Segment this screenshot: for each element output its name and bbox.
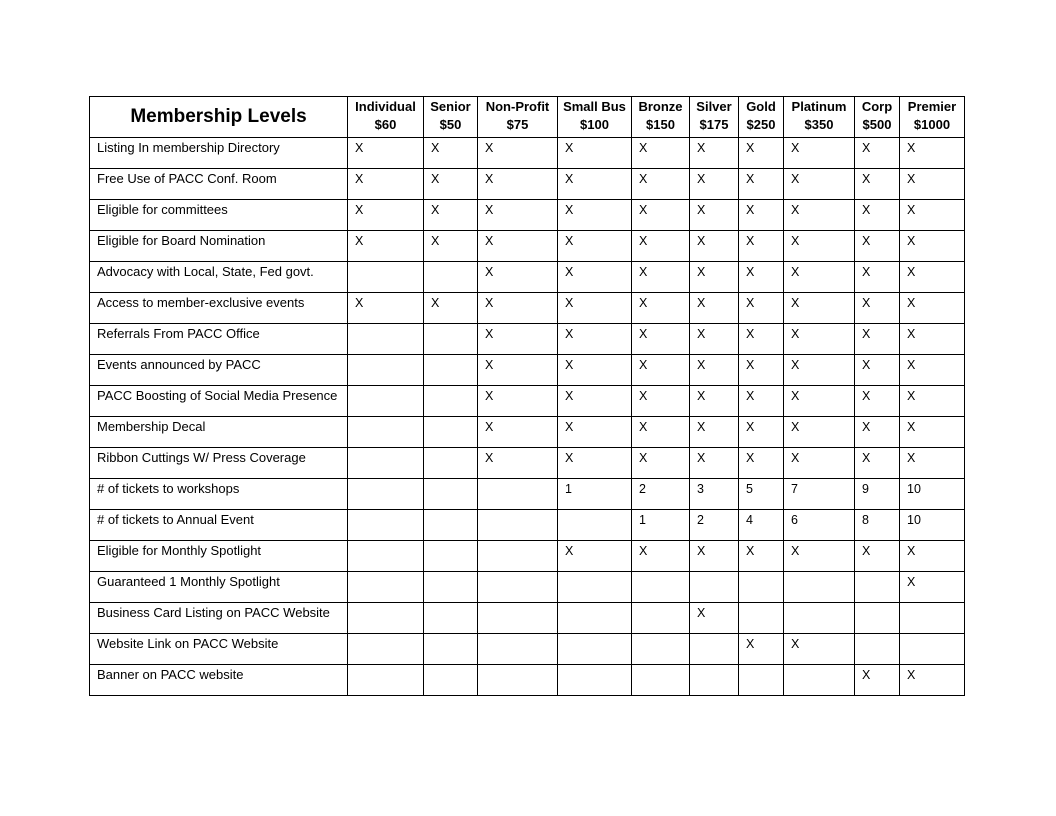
level-price: $150: [646, 117, 675, 132]
level-name: Gold: [746, 99, 776, 114]
feature-label: Referrals From PACC Office: [90, 324, 348, 355]
table-cell: [478, 603, 558, 634]
table-cell: 4: [739, 510, 784, 541]
table-row: [90, 448, 965, 479]
table-cell: [478, 634, 558, 665]
level-name: Corp: [861, 99, 893, 114]
table-cell: X: [739, 355, 784, 386]
table-cell: X: [632, 355, 690, 386]
table-cell: [478, 665, 558, 696]
table-cell: X: [632, 231, 690, 262]
feature-label: Free Use of PACC Conf. Room: [90, 169, 348, 200]
table-cell: [348, 541, 424, 572]
table-cell: X: [348, 231, 424, 262]
table-cell: X: [478, 386, 558, 417]
table-cell: X: [900, 541, 965, 572]
table-cell: X: [478, 200, 558, 231]
table-cell: [478, 479, 558, 510]
table-cell: X: [900, 293, 965, 324]
table-cell: X: [690, 541, 739, 572]
table-cell: X: [739, 200, 784, 231]
table-row: [90, 386, 965, 417]
table-cell: [424, 386, 478, 417]
table-cell: X: [855, 200, 900, 231]
table-cell: X: [739, 541, 784, 572]
table-cell: X: [632, 138, 690, 169]
level-header-individual: [348, 97, 424, 138]
table-cell: 1: [558, 479, 632, 510]
table-cell: X: [632, 324, 690, 355]
membership-levels-sheet: [89, 96, 964, 696]
table-cell: [558, 510, 632, 541]
table-cell: [348, 262, 424, 293]
table-cell: X: [855, 138, 900, 169]
table-cell: X: [558, 541, 632, 572]
table-row: [90, 541, 965, 572]
table-cell: X: [784, 138, 855, 169]
table-cell: X: [739, 293, 784, 324]
table-cell: [348, 448, 424, 479]
feature-label: PACC Boosting of Social Media Presence: [90, 386, 348, 417]
table-cell: 8: [855, 510, 900, 541]
table-cell: 10: [900, 479, 965, 510]
table-cell: X: [900, 262, 965, 293]
table-cell: [348, 355, 424, 386]
table-cell: 7: [784, 479, 855, 510]
level-header-small-bus: [558, 97, 632, 138]
table-cell: [424, 417, 478, 448]
table-row: [90, 479, 965, 510]
table-cell: [690, 572, 739, 603]
table-cell: X: [690, 386, 739, 417]
table-cell: 6: [784, 510, 855, 541]
table-cell: 1: [632, 510, 690, 541]
table-cell: [690, 634, 739, 665]
level-header-gold: [739, 97, 784, 138]
table-cell: X: [739, 417, 784, 448]
table-cell: [348, 417, 424, 448]
table-cell: X: [855, 355, 900, 386]
table-cell: [424, 355, 478, 386]
table-cell: X: [632, 448, 690, 479]
table-cell: X: [478, 169, 558, 200]
table-cell: X: [900, 324, 965, 355]
level-name: Non-Profit: [485, 99, 550, 114]
table-cell: [690, 665, 739, 696]
table-cell: X: [558, 386, 632, 417]
table-cell: X: [855, 231, 900, 262]
table-cell: X: [690, 169, 739, 200]
level-header-non-profit: [478, 97, 558, 138]
table-cell: X: [558, 231, 632, 262]
table-cell: X: [690, 231, 739, 262]
table-cell: [424, 603, 478, 634]
table-cell: X: [478, 355, 558, 386]
table-cell: 2: [632, 479, 690, 510]
table-cell: X: [478, 293, 558, 324]
level-header-senior: [424, 97, 478, 138]
table-row: [90, 262, 965, 293]
table-cell: X: [424, 231, 478, 262]
level-name: Small Bus: [563, 99, 626, 114]
feature-label: Advocacy with Local, State, Fed govt.: [90, 262, 348, 293]
table-title: Membership Levels: [90, 97, 348, 138]
table-cell: [632, 634, 690, 665]
feature-label: Membership Decal: [90, 417, 348, 448]
level-name: Silver: [696, 99, 732, 114]
table-cell: X: [739, 324, 784, 355]
level-name: Platinum: [791, 99, 847, 114]
table-cell: X: [739, 262, 784, 293]
table-cell: X: [478, 417, 558, 448]
table-cell: X: [784, 200, 855, 231]
table-cell: X: [632, 541, 690, 572]
table-cell: X: [900, 448, 965, 479]
table-cell: [784, 665, 855, 696]
table-cell: X: [855, 665, 900, 696]
table-cell: X: [558, 169, 632, 200]
table-cell: X: [424, 293, 478, 324]
table-cell: X: [424, 169, 478, 200]
feature-label: Events announced by PACC: [90, 355, 348, 386]
table-cell: X: [739, 448, 784, 479]
table-cell: [424, 572, 478, 603]
table-cell: 2: [690, 510, 739, 541]
feature-label: Eligible for Monthly Spotlight: [90, 541, 348, 572]
level-price: $60: [374, 117, 397, 132]
table-cell: [424, 479, 478, 510]
table-cell: X: [348, 293, 424, 324]
table-cell: [424, 262, 478, 293]
table-row: [90, 510, 965, 541]
table-cell: [478, 572, 558, 603]
table-cell: X: [558, 448, 632, 479]
level-header-corp: [855, 97, 900, 138]
table-cell: [424, 324, 478, 355]
table-cell: [739, 603, 784, 634]
table-cell: X: [739, 169, 784, 200]
table-row: [90, 417, 965, 448]
table-cell: X: [739, 231, 784, 262]
table-cell: X: [558, 138, 632, 169]
table-cell: X: [478, 324, 558, 355]
table-cell: X: [478, 448, 558, 479]
level-price: $1000: [913, 117, 951, 132]
table-cell: X: [348, 200, 424, 231]
level-header-silver: [690, 97, 739, 138]
table-cell: X: [690, 324, 739, 355]
table-cell: 9: [855, 479, 900, 510]
table-cell: X: [690, 417, 739, 448]
table-cell: X: [784, 169, 855, 200]
feature-label: # of tickets to workshops: [90, 479, 348, 510]
level-price: $75: [506, 117, 529, 132]
table-cell: [348, 479, 424, 510]
table-row: [90, 231, 965, 262]
feature-label: Listing In membership Directory: [90, 138, 348, 169]
level-price: $500: [862, 117, 892, 132]
header-row: [90, 97, 965, 138]
table-cell: [348, 324, 424, 355]
table-body: [90, 138, 965, 696]
feature-label: Guaranteed 1 Monthly Spotlight: [90, 572, 348, 603]
table-cell: X: [784, 417, 855, 448]
table-cell: X: [784, 386, 855, 417]
table-cell: X: [855, 386, 900, 417]
table-cell: X: [855, 541, 900, 572]
table-cell: [424, 448, 478, 479]
table-cell: X: [855, 262, 900, 293]
level-name: Bronze: [638, 99, 683, 114]
feature-label: Ribbon Cuttings W/ Press Coverage: [90, 448, 348, 479]
table-cell: X: [900, 200, 965, 231]
feature-label: Business Card Listing on PACC Website: [90, 603, 348, 634]
table-cell: X: [784, 448, 855, 479]
table-cell: X: [690, 355, 739, 386]
table-row: [90, 572, 965, 603]
table-cell: [348, 572, 424, 603]
table-cell: [424, 510, 478, 541]
feature-label: Eligible for Board Nomination: [90, 231, 348, 262]
table-cell: X: [690, 293, 739, 324]
level-price: $100: [580, 117, 609, 132]
table-cell: [558, 603, 632, 634]
table-cell: X: [478, 138, 558, 169]
table-cell: X: [690, 138, 739, 169]
table-cell: [348, 603, 424, 634]
table-row: [90, 200, 965, 231]
table-cell: X: [784, 293, 855, 324]
table-cell: [558, 634, 632, 665]
table-cell: X: [900, 386, 965, 417]
membership-levels-table: [89, 96, 965, 696]
level-header-platinum: [784, 97, 855, 138]
table-cell: X: [558, 324, 632, 355]
level-header-bronze: [632, 97, 690, 138]
feature-label: Eligible for committees: [90, 200, 348, 231]
table-cell: X: [632, 262, 690, 293]
table-cell: X: [558, 355, 632, 386]
table-cell: 10: [900, 510, 965, 541]
table-cell: X: [632, 200, 690, 231]
table-cell: X: [855, 417, 900, 448]
feature-label: Access to member-exclusive events: [90, 293, 348, 324]
table-cell: X: [558, 293, 632, 324]
table-cell: [632, 603, 690, 634]
table-row: [90, 603, 965, 634]
table-row: [90, 665, 965, 696]
table-cell: [424, 541, 478, 572]
table-cell: [348, 665, 424, 696]
level-name: Premier: [907, 99, 957, 114]
table-cell: X: [900, 355, 965, 386]
table-cell: X: [855, 324, 900, 355]
table-cell: X: [632, 417, 690, 448]
table-cell: X: [558, 200, 632, 231]
level-price: $50: [439, 117, 462, 132]
table-cell: [478, 541, 558, 572]
table-cell: X: [348, 138, 424, 169]
table-cell: [855, 634, 900, 665]
table-cell: X: [784, 634, 855, 665]
feature-label: # of tickets to Annual Event: [90, 510, 348, 541]
table-cell: X: [632, 169, 690, 200]
table-cell: [739, 665, 784, 696]
table-cell: X: [739, 634, 784, 665]
table-cell: X: [855, 293, 900, 324]
table-cell: [784, 603, 855, 634]
table-cell: X: [558, 417, 632, 448]
table-cell: X: [739, 386, 784, 417]
table-cell: X: [855, 169, 900, 200]
table-cell: X: [784, 262, 855, 293]
feature-label: Banner on PACC website: [90, 665, 348, 696]
table-cell: [348, 386, 424, 417]
table-cell: X: [478, 231, 558, 262]
table-cell: [900, 634, 965, 665]
table-row: [90, 169, 965, 200]
table-cell: [348, 510, 424, 541]
table-cell: X: [900, 231, 965, 262]
table-cell: X: [690, 448, 739, 479]
level-price: $250: [746, 117, 776, 132]
table-cell: [739, 572, 784, 603]
table-row: [90, 138, 965, 169]
table-cell: X: [348, 169, 424, 200]
table-cell: X: [424, 200, 478, 231]
table-cell: X: [855, 448, 900, 479]
table-cell: X: [900, 417, 965, 448]
table-cell: X: [900, 138, 965, 169]
table-cell: X: [632, 386, 690, 417]
table-cell: [900, 603, 965, 634]
table-cell: [855, 572, 900, 603]
table-cell: [855, 603, 900, 634]
table-cell: [424, 634, 478, 665]
table-cell: [478, 510, 558, 541]
table-cell: X: [784, 324, 855, 355]
table-cell: 5: [739, 479, 784, 510]
table-cell: [632, 572, 690, 603]
table-cell: X: [478, 262, 558, 293]
table-cell: X: [784, 355, 855, 386]
table-cell: X: [784, 231, 855, 262]
table-cell: X: [558, 262, 632, 293]
level-name: Individual: [355, 99, 416, 114]
table-row: [90, 355, 965, 386]
table-cell: [424, 665, 478, 696]
table-cell: X: [632, 293, 690, 324]
table-row: [90, 634, 965, 665]
level-header-premier: [900, 97, 965, 138]
level-price: $175: [699, 117, 729, 132]
table-row: [90, 324, 965, 355]
table-cell: X: [690, 262, 739, 293]
table-cell: X: [900, 572, 965, 603]
table-cell: X: [900, 169, 965, 200]
table-cell: X: [424, 138, 478, 169]
table-cell: X: [784, 541, 855, 572]
table-cell: [632, 665, 690, 696]
table-cell: [348, 634, 424, 665]
table-cell: X: [690, 200, 739, 231]
table-cell: [784, 572, 855, 603]
table-cell: [558, 665, 632, 696]
level-price: $350: [804, 117, 834, 132]
level-name: Senior: [430, 99, 471, 114]
table-cell: 3: [690, 479, 739, 510]
table-cell: X: [739, 138, 784, 169]
feature-label: Website Link on PACC Website: [90, 634, 348, 665]
table-cell: X: [690, 603, 739, 634]
table-row: [90, 293, 965, 324]
table-cell: X: [900, 665, 965, 696]
table-cell: [558, 572, 632, 603]
